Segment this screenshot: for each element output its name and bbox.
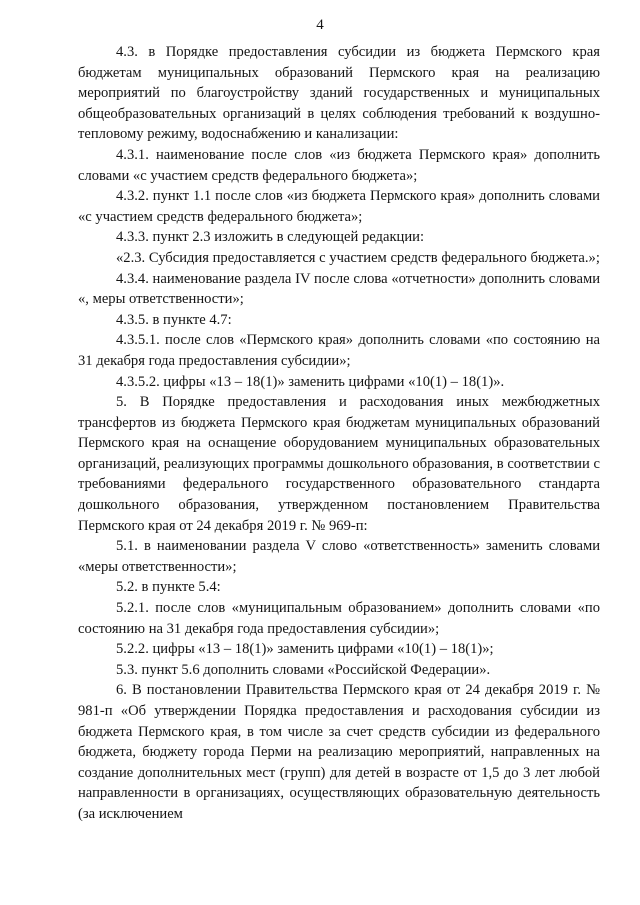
paragraph-4-3-5: 4.3.5. в пункте 4.7:: [116, 311, 232, 328]
paragraph-4-3-5-2: 4.3.5.2. цифры «13 – 18(1)» заменить цифрами «10(1) – 18(1)».: [116, 373, 505, 390]
document-body: [78, 42, 600, 825]
paragraph-5-1: 5.1. в наименовании раздела V слово «ответственность» заменить словами «меры ответственности»;: [78, 538, 600, 575]
paragraph-6: 6. В постановлении Правительства Пермского края от 24 декабря 2019 г. № 981-п «Об утверждении Порядка предоставления и расходования субсидии из бюджета Пермского края, в том числе за счет средств субсидии из федерального бюджета, бюджету города Перми на реализацию мероприятий, направленных на создание дополнительных мест (групп) для детей в возрасте от 1,5 до 3 лет любой направленности в организациях, осуществляющих образовательную деятельность (за исключением: [78, 682, 600, 822]
paragraph-5-2-2: 5.2.2. цифры «13 – 18(1)» заменить цифрами «10(1) – 18(1)»;: [116, 641, 494, 658]
paragraph-5-2-1: 5.2.1. после слов «муниципальным образованием» дополнить словами «по состоянию на 31 декабря года предоставления субсидии»;: [78, 600, 600, 637]
paragraph-5-3: 5.3. пункт 5.6 дополнить словами «Российской Федерации».: [116, 661, 491, 678]
paragraph-4-3-3: 4.3.3. пункт 2.3 изложить в следующей редакции:: [116, 229, 425, 246]
paragraph-4-3-5-1: 4.3.5.1. после слов «Пермского края» дополнить словами «по состоянию на 31 декабря года предоставления субсидии»;: [78, 332, 600, 369]
paragraph-4-3-2: 4.3.2. пункт 1.1 после слов «из бюджета Пермского края» дополнить словами «с участием средств федерального бюджета»;: [78, 188, 600, 225]
paragraph-4-3-1: 4.3.1. наименование после слов «из бюджета Пермского края» дополнить словами «с участием средств федерального бюджета»;: [78, 146, 600, 184]
paragraph-4-3-4: 4.3.4. наименование раздела IV после слова «отчетности» дополнить словами «, меры ответственности»;: [78, 270, 600, 308]
paragraph-5: 5. В Порядке предоставления и расходования иных межбюджетных трансфертов из бюджета Пермского края бюджетам муниципальных образований Пермского края на оснащение оборудованием муниципальных образовательных организаций, реализующих программы дошкольного образования, в соответствии с требованиями федерального государственного образовательного стандарта дошкольного образования, утвержденном постановлением Правительства Пермского края от 24 декабря 2019 г. № 969-п:: [78, 394, 600, 534]
paragraph-2-3-quote: «2.3. Субсидия предоставляется с участием средств федерального бюджета.»;: [116, 249, 600, 266]
paragraph-5-2: 5.2. в пункте 5.4:: [116, 579, 221, 596]
paragraph-4-3: 4.3. в Порядке предоставления субсидии из бюджета Пермского края бюджетам муниципальных образований Пермского края на реализацию мероприятий по благоустройству зданий государственных и муниципальных общеобразовательных организаций в целях соблюдения требований к воздушно-тепловому режиму, водоснабжению и канализации:: [78, 44, 600, 143]
page-number: 4: [316, 17, 324, 33]
